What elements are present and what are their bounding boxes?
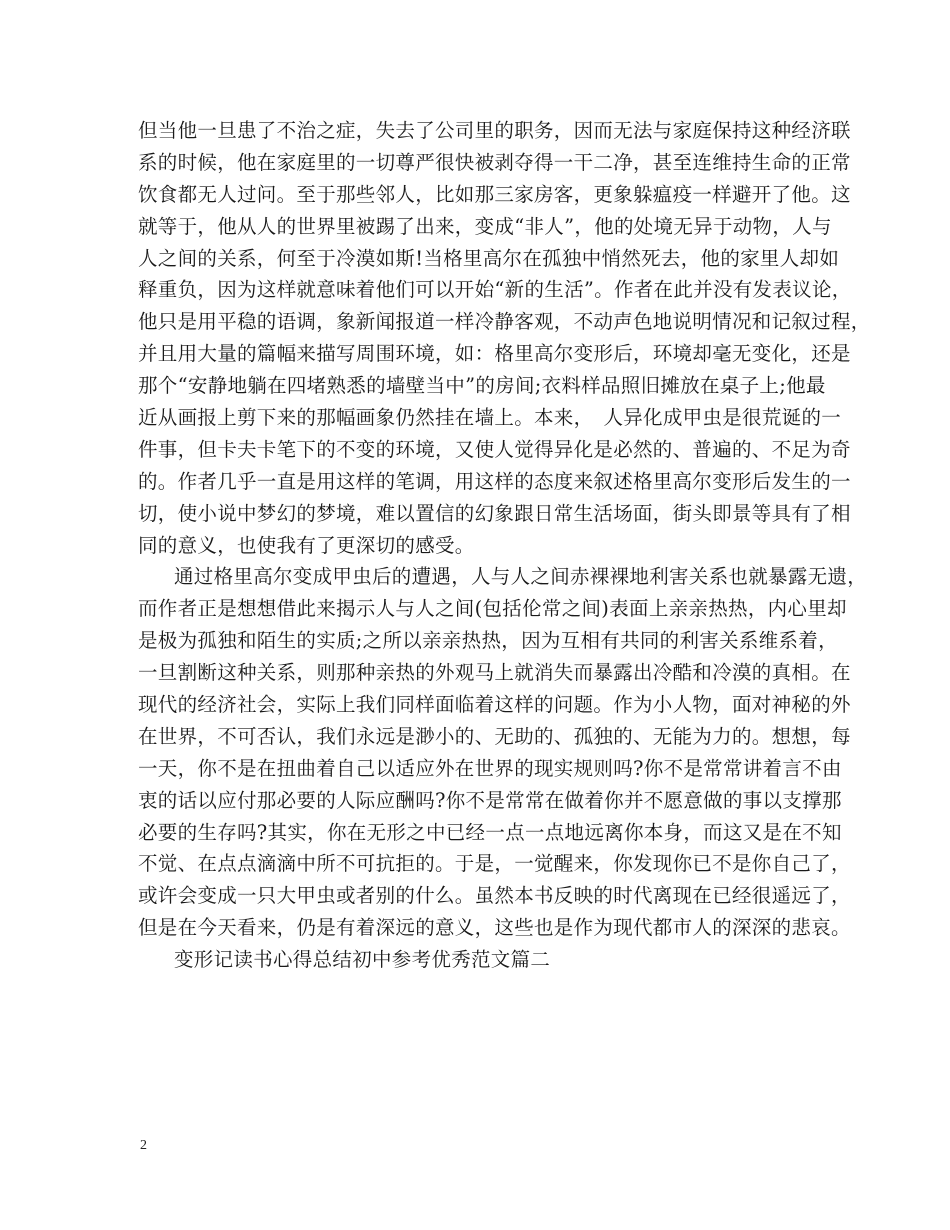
section-heading: 变形记读书心得总结初中参考优秀范文篇二 [174, 948, 551, 972]
text-line: 但当他一旦患了不治之症，失去了公司里的职务，因而无法与家庭保持这种经济联 [138, 119, 851, 142]
text-line: 他只是用平稳的语调，象新闻报道一样冷静客观，不动声色地说明情况和记叙过程， [138, 310, 871, 334]
text-line: 人之间的关系，何至于冷漠如斯!当格里高尔在孤独中悄然死去，他的家里人却如 [138, 246, 840, 270]
text-line: 同的意义，也使我有了更深切的感受。 [138, 533, 475, 557]
text-line: 而作者正是想想借此来揭示人与人之间(包括伦常之间)表面上亲亲热热，内心里却 [138, 597, 847, 621]
text-line: 衷的话以应付那必要的人际应酬吗?你不是常常在做着你并不愿意做的事以支撑那 [138, 788, 842, 812]
text-line: 一天，你不是在扭曲着自己以适应外在世界的现实规则吗?你不是常常讲着言不由 [138, 756, 842, 780]
text-line: 或许会变成一只大甲虫或者别的什么。虽然本书反映的时代离现在已经很遥远了， [138, 884, 851, 908]
text-line: 但是在今天看来，仍是有着深远的意义，这些也是作为现代都市人的深深的悲哀。 [138, 916, 851, 940]
text-line: 释重负，因为这样就意味着他们可以开始“新的生活”。作者在此并没有发表议论， [138, 278, 852, 302]
text-line: 不觉、在点点滴滴中所不可抗拒的。于是，一觉醒来，你发现你已不是你自己了， [138, 852, 851, 876]
text-line: 近从画报上剪下来的那幅画象仍然挂在墙上。本来， 人异化成甲虫是很荒诞的一 [138, 406, 842, 430]
text-line: 现代的经济社会，实际上我们同样面临着这样的问题。作为小人物，面对神秘的外 [138, 693, 851, 717]
text-line: 在世界，不可否认，我们永远是渺小的、无助的、孤独的、无能为力的。想想，每 [138, 724, 851, 748]
text-line: 饮食都无人过问。至于那些邻人，比如那三家房客，更象躲瘟疫一样避开了他。这 [138, 182, 851, 206]
document-body [138, 115, 871, 976]
text-line: 并且用大量的篇幅来描写周围环境，如：格里高尔变形后，环境却毫无变化，还是 [138, 342, 851, 366]
text-line: 就等于，他从人的世界里被踢了出来，变成“非人”，他的处境无异于动物，人与 [138, 214, 832, 238]
text-line: 系的时候，他在家庭里的一切尊严很快被剥夺得一干二净，甚至连维持生命的正常 [138, 150, 851, 174]
text-line: 是极为孤独和陌生的实质;之所以亲亲热热，因为互相有共同的利害关系维系着， [138, 629, 838, 653]
text-line: 通过格里高尔变成甲虫后的遭遇，人与人之间赤裸裸地利害关系也就暴露无遗， [174, 565, 868, 589]
text-line: 的。作者几乎一直是用这样的笔调，用这样的态度来叙述格里高尔变形后发生的一 [138, 469, 851, 493]
paragraph-2 [138, 561, 868, 944]
text-line: 一旦割断这种关系，则那种亲热的外观马上就消失而暴露出冷酷和冷漠的真相。在 [138, 661, 851, 685]
page-number: 2 [140, 1138, 147, 1153]
text-line: 必要的生存吗?其实，你在无形之中已经一点一点地远离你本身，而这又是在不知 [138, 820, 842, 844]
text-line: 件事，但卡夫卡笔下的不变的环境，又使人觉得异化是必然的、普遍的、不足为奇 [138, 437, 851, 461]
text-line: 切，使小说中梦幻的梦境，难以置信的幻象跟日常生活场面，街头即景等具有了相 [138, 501, 851, 525]
text-line: 那个“安静地躺在四堵熟悉的墙壁当中”的房间;衣料样品照旧摊放在桌子上;他最 [138, 374, 826, 398]
paragraph-1 [138, 115, 871, 561]
paragraph-3 [138, 944, 822, 976]
